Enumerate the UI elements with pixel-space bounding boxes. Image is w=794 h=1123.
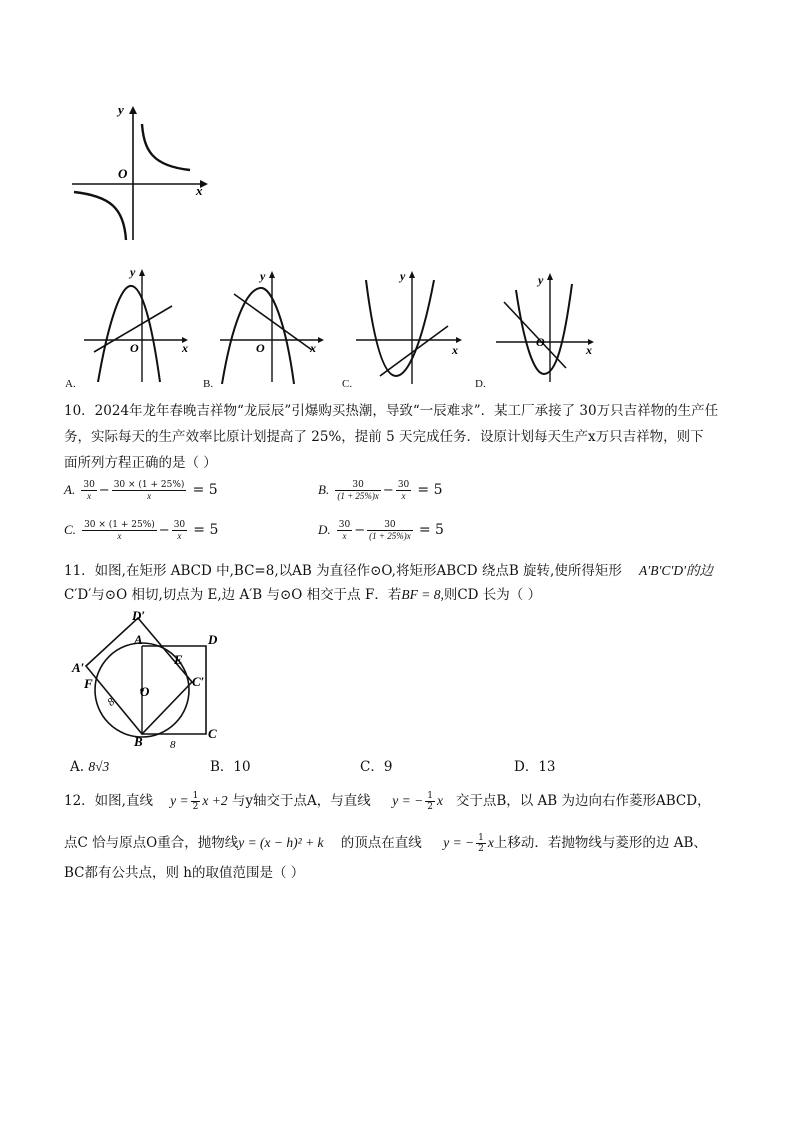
q11-figure [66,606,236,756]
hyperbola-graph [60,100,220,250]
svg-text:D′: D′ [132,608,146,623]
q11-option-b[interactable]: B．10 [210,759,251,775]
svg-text:O: O [140,684,150,699]
q10-option-b[interactable]: B. $\frac{30}{(1 + 25\%)x}$ − $\frac{30}{x}$ = 5 [318,480,443,501]
svg-text:O: O [536,335,545,349]
choice-graph-d-letter: D. [475,378,486,390]
q11-line2-math: BF = 8, [401,587,444,602]
q11-line1: 11．如图,在矩形 ABCD 中,BC=8,以AB 为直径作⊙O,将矩形ABCD 绕点B 旋转,使所得矩形 A′B′C′D′的边 [64,563,714,579]
svg-text:x: x [586,343,592,357]
svg-text:y: y [400,269,406,283]
q11-line2: C′D′与⊙O 相切,切点为 E,边 A′B 与⊙O 相交于点 F．若BF = 8,则CD 长为（ ） [64,587,542,603]
x-label: x [196,183,203,198]
q10-line2: 务，实际每天的生产效率比原计划提高了 25%，提前 5 天完成任务．设原计划每天生产x万只吉祥物，则下 [64,429,704,445]
q10-option-c[interactable]: C. $\frac{30 \times (1 + 25\%)}{x}$ − $\frac{30}{x}$ = 5 [64,520,219,541]
svg-text:8: 8 [105,695,118,709]
svg-text:F: F [84,676,93,691]
svg-text:A′: A′ [72,660,85,675]
svg-text:B: B [134,734,143,749]
svg-text:y: y [260,269,266,283]
q11-option-a[interactable]: A. 8√3 [70,759,110,775]
choice-graph-c-letter: C. [342,378,353,390]
svg-text:x: x [452,343,458,357]
choice-graph-a [60,264,195,394]
svg-text:C: C [208,726,217,741]
q10-option-a[interactable]: A. $\frac{30}{x}$ − $\frac{30 \times (1 + 25\%)}{x}$ = 5 [64,480,218,501]
svg-text:D: D [208,632,218,647]
svg-text:E: E [174,652,183,667]
choice-graph-d [482,264,612,394]
svg-text:y: y [538,273,544,287]
svg-text:C′: C′ [192,674,205,689]
q11-option-c[interactable]: C．9 [360,759,393,775]
origin-label: O [118,166,128,181]
choice-graph-b [200,264,335,394]
q10-line1: 10．2024年龙年春晚吉祥物“龙辰辰”引爆购买热潮，导致“一辰难求”．某工厂承接了 30万只吉祥物的生产任 [64,403,719,419]
choice-graph-b-letter: B. [203,378,214,390]
q11-option-d[interactable]: D．13 [514,759,556,775]
q12-line1: 12．如图,直线 y = $\frac{1}{2}$ x +2 与y轴交于点A，与直线 y = − $\frac{1}{2}$ x 交于点B，以 AB 为边向右作菱形ABCD， [64,791,711,812]
q12-line2: 点C 恰与原点O重合，抛物线y = (x − h)² + k 的顶点在直线 y = − $\frac{1}{2}$ x上移动．若抛物线与菱形的边 AB、 [64,833,707,854]
y-label: y [118,102,124,117]
svg-text:y: y [130,265,136,279]
svg-text:8: 8 [170,739,176,751]
q10-line3: 面所列方程正确的是（ ） [64,455,217,471]
svg-text:O: O [256,341,265,355]
choice-graph-a-letter: A. [65,378,76,390]
hyperbola-branch-lower [74,192,126,240]
q11-line1-math: A′B′C′D′的边 [639,563,714,578]
svg-text:x: x [182,341,188,355]
svg-text:A: A [134,632,143,647]
svg-text:O: O [130,341,139,355]
hyperbola-branch-upper [142,124,190,170]
q10-option-d[interactable]: D. $\frac{30}{x}$ − $\frac{30}{(1 + 25\%)x}$ = 5 [318,520,444,541]
svg-text:x: x [310,341,316,355]
choice-graph-c [342,264,472,394]
q12-line3: BC都有公共点，则 h的取值范围是（ ） [64,865,305,881]
